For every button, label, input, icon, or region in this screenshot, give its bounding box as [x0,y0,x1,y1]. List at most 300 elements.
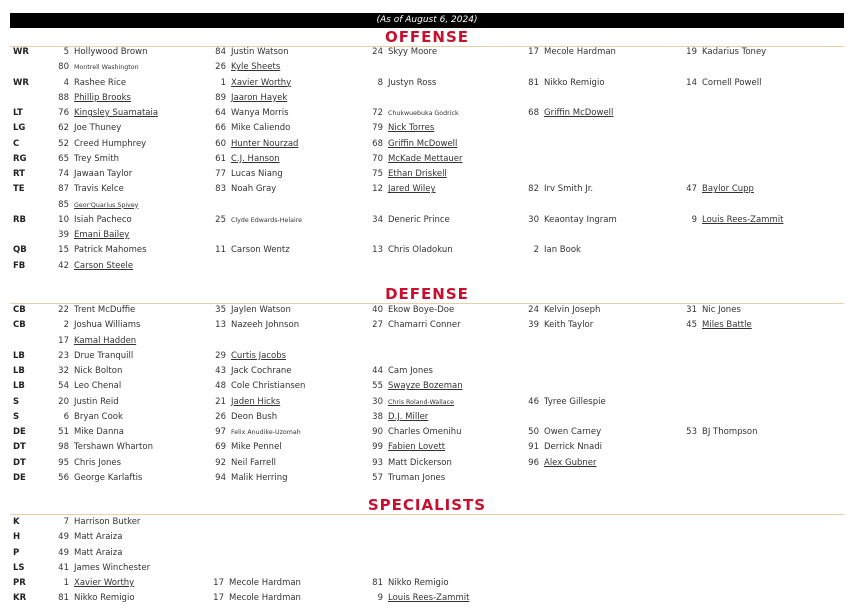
player-name: Kadarius Toney [702,47,767,57]
jersey-number: 81 [528,77,539,88]
jersey-number: 72 [372,108,383,118]
jersey-number: 82 [528,184,539,195]
player-entry [525,78,605,88]
player-entry [55,427,124,437]
player-entry [369,123,434,133]
player-entry [525,108,613,118]
player-entry [369,305,454,315]
player-name: Jaaron Hayek [231,92,288,103]
player-entry [55,47,147,57]
jersey-number: 88 [58,92,69,103]
jersey-number: 89 [215,92,226,103]
jersey-number: 49 [58,547,69,558]
player-entry [55,200,138,210]
player-name: BJ Thompson [702,427,758,437]
player-entry [212,305,291,315]
player-name: Griffin McDowell [544,108,614,118]
jersey-number: 97 [215,427,226,437]
player-name: Emani Bailey [74,230,130,240]
player-entry [55,532,122,542]
player-name: Montrell Washington [74,64,139,72]
player-name: Jared Wiley [388,184,436,195]
jersey-number: 42 [58,260,69,271]
position-label: H [13,532,21,543]
player-entry [525,397,606,407]
player-entry [212,78,291,88]
player-name: Skyy Moore [388,47,438,57]
jersey-number: 96 [528,457,539,468]
player-entry [369,154,463,164]
player-name: Justyn Ross [388,77,437,88]
player-entry [55,366,122,376]
jersey-number: 75 [372,169,383,179]
player-name: Miles Battle [702,320,752,331]
player-name: Truman Jones [388,472,446,483]
jersey-number: 11 [215,245,226,256]
player-entry [55,381,121,391]
player-name: McKade Mettauer [388,153,463,164]
position-label: S [13,411,20,422]
player-name: Geor'Quarius Spivey [74,201,139,209]
player-entry [525,305,600,315]
player-name: Patrick Mahomes [74,245,147,256]
player-entry [55,320,140,330]
player-entry [369,397,454,407]
section-divider [10,514,844,515]
player-entry [683,78,761,88]
player-entry [683,215,783,225]
player-entry [369,139,457,149]
jersey-number: 90 [372,427,383,437]
player-name: Matt Araiza [74,547,123,558]
player-entry [55,78,126,88]
jersey-number: 30 [372,396,383,407]
jersey-number: 23 [58,350,69,361]
player-entry [55,563,150,573]
jersey-number: 80 [58,62,69,73]
player-entry [369,442,445,452]
player-name: Nic Jones [702,305,741,315]
position-label: DT [13,457,26,468]
jersey-number: 17 [213,578,224,588]
player-entry [212,108,289,118]
player-name: James Winchester [74,562,151,573]
player-entry [369,245,453,255]
jersey-number: 49 [58,532,69,543]
player-name: Creed Humphrey [74,138,147,149]
player-entry [369,215,450,225]
jersey-number: 34 [372,214,383,225]
player-name: Jaden Hicks [231,396,281,407]
jersey-number: 60 [215,138,226,149]
jersey-number: 81 [372,578,383,588]
player-name: Bryan Cook [74,411,123,422]
player-name: Derrick Nnadi [544,442,602,453]
player-entry [212,366,292,376]
player-name: Deon Bush [231,411,278,422]
jersey-number: 17 [58,335,69,346]
player-name: Jack Cochrane [231,366,292,376]
position-label: LB [13,381,25,392]
player-name: Jawaan Taylor [74,169,133,179]
player-entry [212,139,298,149]
player-entry [55,169,132,179]
player-entry [683,305,741,315]
player-entry [525,320,593,330]
position-label: C [13,138,20,149]
player-entry [55,215,132,225]
as-of-date: (As of August 6, 2024) [376,15,478,25]
jersey-number: 9 [691,214,697,225]
jersey-number: 98 [58,442,69,453]
position-label: CB [13,320,26,331]
position-label: RT [13,169,25,179]
player-entry [212,442,282,452]
player-name: Mecole Hardman [229,578,301,588]
player-name: Hunter Nourzad [231,138,299,149]
player-name: Carson Wentz [231,245,290,256]
player-entry [369,412,428,422]
section-divider [10,303,844,304]
jersey-number: 76 [58,108,69,118]
jersey-number: 39 [528,320,539,331]
player-name: Kelvin Joseph [544,305,601,315]
player-name: Mike Caliendo [231,123,291,134]
player-name: Cornell Powell [702,77,762,88]
jersey-number: 13 [372,245,383,256]
player-entry [212,427,301,437]
player-name: Justin Watson [231,47,289,57]
player-name: Louis Rees-Zammit [702,214,784,225]
player-entry [369,366,433,376]
jersey-number: 8 [377,77,383,88]
player-entry [210,578,301,588]
player-name: Chris Roland-Wallace [388,398,454,406]
player-entry [525,47,616,57]
player-name: Joe Thuney [74,123,122,134]
player-name: Louis Rees-Zammit [388,593,470,604]
jersey-number: 38 [372,411,383,422]
player-name: Harrison Butker [74,517,141,527]
player-name: Travis Kelce [74,184,124,195]
jersey-number: 53 [686,427,697,437]
player-entry [55,412,123,422]
player-name: Hollywood Brown [74,47,148,57]
player-entry [683,320,752,330]
jersey-number: 5 [63,47,69,57]
position-label: S [13,396,20,407]
player-entry [369,108,459,118]
position-label: LT [13,108,23,118]
jersey-number: 17 [213,593,224,604]
jersey-number: 69 [215,442,226,453]
jersey-number: 10 [58,214,69,225]
jersey-number: 93 [372,457,383,468]
player-entry [369,184,436,194]
player-entry [683,47,766,57]
jersey-number: 2 [533,245,539,256]
player-entry [55,154,119,164]
player-entry [55,93,131,103]
player-name: Nazeeh Johnson [231,320,300,331]
player-entry [525,245,581,255]
position-label: TE [13,184,25,195]
player-entry [212,184,276,194]
player-name: Mike Danna [74,427,124,437]
player-entry [212,473,288,483]
section-title-defense: DEFENSE [385,285,469,303]
jersey-number: 91 [528,442,539,453]
player-entry [55,473,142,483]
player-name: Nikko Remigio [544,77,605,88]
jersey-number: 54 [58,381,69,392]
player-entry [55,139,146,149]
jersey-number: 44 [372,366,383,376]
player-name: Chris Oladokun [388,245,453,256]
player-entry [369,473,445,483]
player-name: Cole Christiansen [231,381,306,392]
player-name: Mike Pennel [231,442,282,453]
player-name: George Karlaftis [74,472,143,483]
player-name: Kyle Sheets [231,62,281,73]
jersey-number: 1 [220,77,226,88]
player-entry [525,427,601,437]
jersey-number: 13 [215,320,226,331]
position-label: KR [13,593,27,604]
jersey-number: 25 [215,214,226,225]
jersey-number: 26 [215,62,226,73]
jersey-number: 2 [63,320,69,331]
position-label: LB [13,350,25,361]
player-name: Matt Dickerson [388,457,452,468]
player-entry [55,108,158,118]
player-name: Curtis Jacobs [231,350,287,361]
jersey-number: 31 [686,305,697,315]
jersey-number: 29 [215,350,226,361]
player-entry [212,93,287,103]
jersey-number: 50 [528,427,539,437]
player-name: Mecole Hardman [544,47,616,57]
jersey-number: 51 [58,427,69,437]
jersey-number: 15 [58,245,69,256]
jersey-number: 9 [377,593,383,604]
jersey-number: 84 [215,47,226,57]
jersey-number: 77 [215,169,226,179]
jersey-number: 79 [372,123,383,134]
jersey-number: 4 [63,77,69,88]
player-entry [55,517,140,527]
as-of-banner [10,13,844,28]
player-entry [55,305,135,315]
player-name: Ekow Boye-Doe [388,305,455,315]
jersey-number: 22 [58,305,69,315]
jersey-number: 64 [215,108,226,118]
player-name: D.J. Miller [388,411,429,422]
jersey-number: 39 [58,230,69,240]
player-name: Trent McDuffie [74,305,136,315]
player-entry [212,397,280,407]
player-entry [525,215,617,225]
jersey-number: 61 [215,153,226,164]
player-entry [369,169,447,179]
player-entry [55,230,129,240]
jersey-number: 43 [215,366,226,376]
jersey-number: 52 [58,138,69,149]
player-entry [212,381,305,391]
position-label: WR [13,47,29,57]
player-entry [525,458,596,468]
player-entry [212,320,299,330]
jersey-number: 40 [372,305,383,315]
player-entry [55,397,119,407]
player-entry [212,154,280,164]
player-name: Deneric Prince [388,214,450,225]
jersey-number: 47 [686,184,697,195]
player-entry [55,245,147,255]
player-name: Isiah Pacheco [74,214,132,225]
player-entry [525,184,593,194]
player-entry [369,578,449,588]
player-name: Kamal Hadden [74,335,137,346]
player-name: Kingsley Suamataia [74,108,159,118]
player-name: Mecole Hardman [229,593,301,604]
player-entry [55,351,133,361]
player-name: Keith Taylor [544,320,594,331]
jersey-number: 41 [58,562,69,573]
jersey-number: 66 [215,123,226,134]
player-name: Justin Reid [74,396,119,407]
player-entry [55,442,153,452]
jersey-number: 7 [63,517,69,527]
position-label: QB [13,245,27,256]
jersey-number: 57 [372,472,383,483]
player-entry [212,123,290,133]
player-name: Nikko Remigio [388,578,449,588]
position-label: FB [13,260,26,271]
jersey-number: 48 [215,381,226,392]
player-name: Phillip Brooks [74,92,131,103]
jersey-number: 68 [528,108,539,118]
jersey-number: 17 [528,47,539,57]
player-entry [55,578,134,588]
position-label: LS [13,562,25,573]
player-entry [369,78,436,88]
player-name: Keaontay Ingram [544,214,617,225]
player-name: Lucas Niang [231,169,283,179]
player-name: Griffin McDowell [388,138,458,149]
player-entry [212,169,283,179]
position-label: RG [13,153,27,164]
jersey-number: 6 [63,411,69,422]
jersey-number: 65 [58,153,69,164]
position-label: DT [13,442,26,453]
player-name: Malik Herring [231,472,288,483]
player-name: Nick Torres [388,123,435,134]
player-name: Felix Anudike-Uzomah [231,429,301,436]
player-name: Baylor Cupp [702,184,754,195]
player-name: Jaylen Watson [231,305,291,315]
player-name: Nick Bolton [74,366,123,376]
player-name: Drue Tranquill [74,350,134,361]
jersey-number: 32 [58,366,69,376]
jersey-number: 20 [58,396,69,407]
player-entry [55,336,136,346]
player-name: Nikko Remigio [74,593,135,604]
jersey-number: 27 [372,320,383,331]
player-name: Tyree Gillespie [544,396,606,407]
player-name: Swayze Bozeman [388,381,463,392]
player-name: Tershawn Wharton [74,442,153,453]
player-name: Rashee Rice [74,77,127,88]
player-entry [55,184,124,194]
player-name: Cam Jones [388,366,433,376]
player-entry [212,351,286,361]
jersey-number: 99 [372,442,383,453]
jersey-number: 12 [372,184,383,195]
player-name: Xavier Worthy [74,578,135,588]
player-name: Alex Gubner [544,457,597,468]
jersey-number: 92 [215,457,226,468]
player-entry [212,62,280,72]
jersey-number: 19 [686,47,697,57]
jersey-number: 70 [372,153,383,164]
section-title-specialists: SPECIALISTS [367,496,487,514]
player-entry [525,442,602,452]
player-entry [212,245,290,255]
position-label: CB [13,305,26,315]
player-entry [369,320,461,330]
player-name: Leo Chenal [74,381,122,392]
jersey-number: 45 [686,320,697,331]
player-name: Clyde Edwards-Helaire [231,216,303,224]
player-entry [55,593,135,603]
player-name: Carson Steele [74,260,134,271]
jersey-number: 62 [58,123,69,134]
position-label: DE [13,472,26,483]
player-name: Neil Farrell [231,457,276,468]
jersey-number: 87 [58,184,69,195]
player-entry [212,47,289,57]
player-name: Owen Carney [544,427,602,437]
position-label: RB [13,214,27,225]
jersey-number: 68 [372,138,383,149]
player-entry [55,548,122,558]
position-label: PR [13,578,26,588]
player-entry [369,47,437,57]
jersey-number: 56 [58,472,69,483]
player-name: C.J. Hanson [231,153,280,164]
player-entry [210,593,301,603]
position-label: DE [13,427,26,437]
player-name: Chris Jones [74,457,122,468]
jersey-number: 55 [372,381,383,392]
player-name: Joshua Williams [74,320,141,331]
position-label: WR [13,77,29,88]
player-name: Fabien Lovett [388,442,446,453]
player-entry [212,458,276,468]
player-entry [683,427,758,437]
section-title-offense: OFFENSE [384,28,470,46]
player-entry [683,184,754,194]
player-name: Matt Araiza [74,532,123,543]
jersey-number: 74 [58,169,69,179]
player-entry [55,261,133,271]
position-label: K [13,517,20,527]
player-entry [369,593,469,603]
position-label: LB [13,366,25,376]
player-entry [55,458,121,468]
player-entry [369,427,461,437]
